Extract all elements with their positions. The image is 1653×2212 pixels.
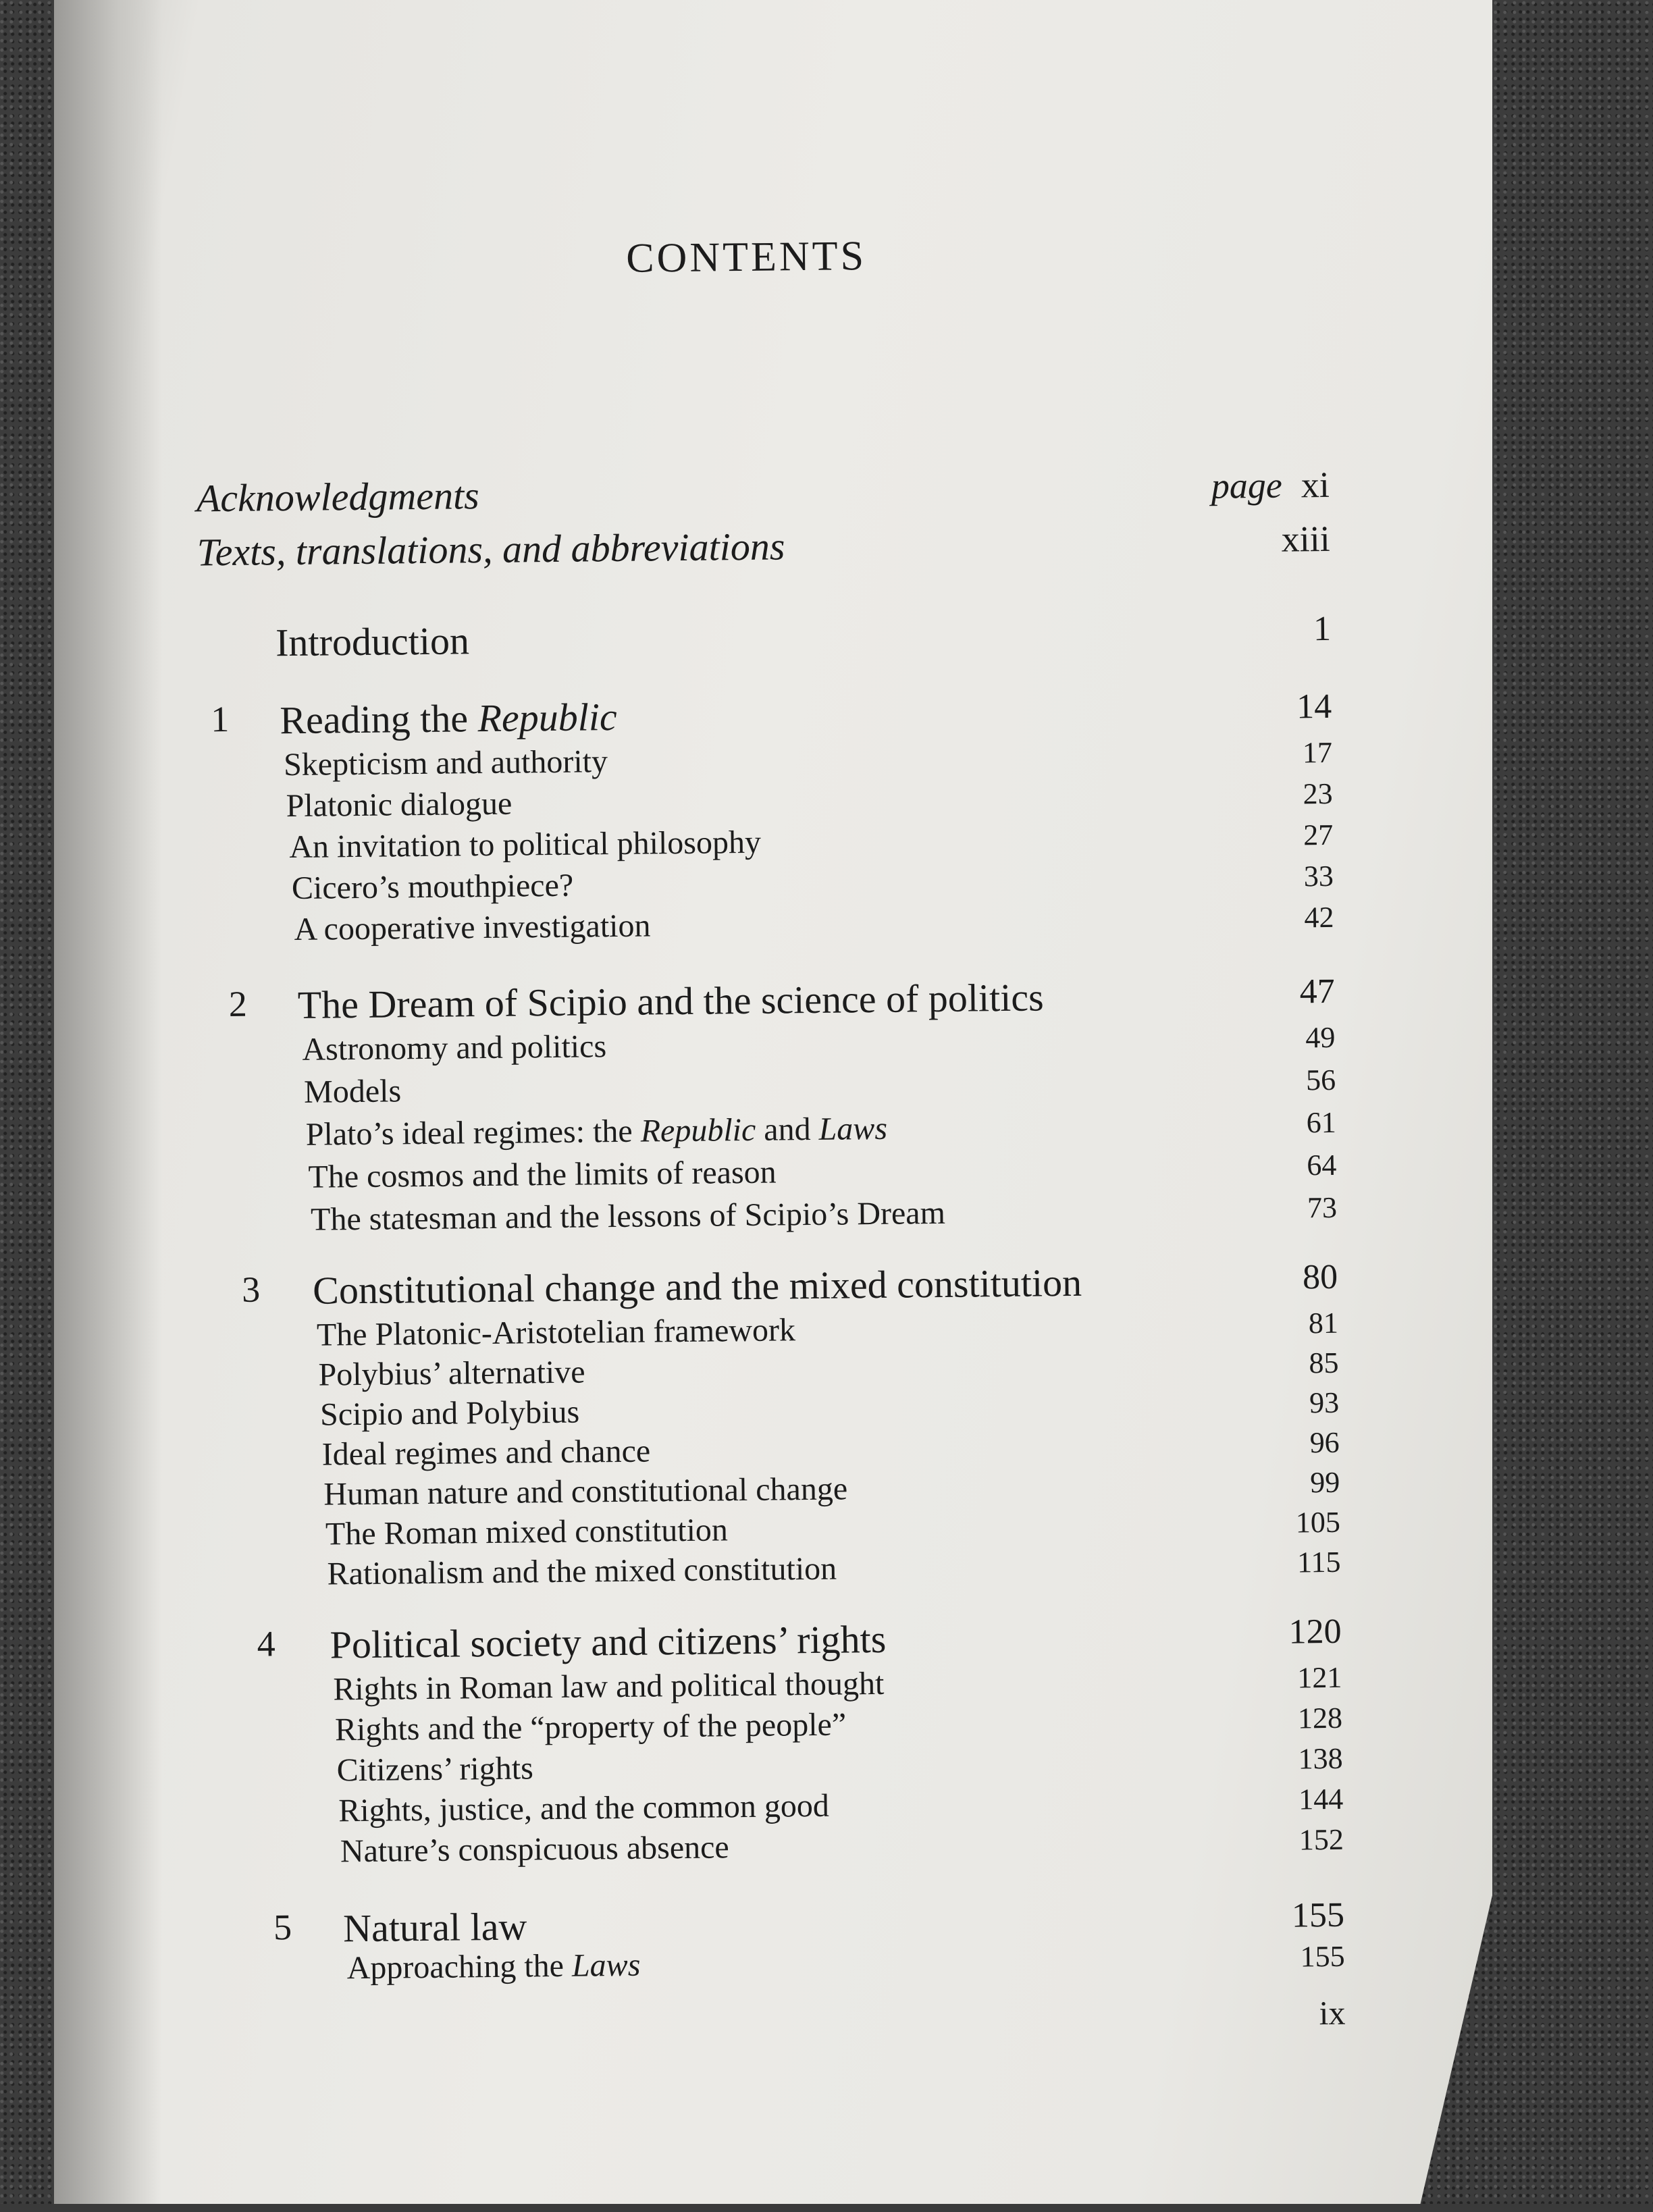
section-text: Approaching the xyxy=(346,1947,573,1986)
toc-page-prefix: page xyxy=(1211,465,1283,506)
toc-page-number: 14 xyxy=(1296,687,1332,727)
toc-page-number: 155 xyxy=(1291,1895,1345,1935)
toc-page-number: 42 xyxy=(1304,900,1334,934)
toc-page-number: 121 xyxy=(1297,1660,1342,1695)
section-text: and xyxy=(755,1111,819,1148)
toc-section-label: Cicero’s mouthpiece? xyxy=(291,867,574,907)
toc-page-number: 105 xyxy=(1295,1505,1341,1539)
toc-page-number: 93 xyxy=(1309,1386,1340,1420)
page-folio-row xyxy=(9,1990,1653,2055)
toc-section-label: Rationalism and the mixed constitution xyxy=(327,1550,837,1592)
toc-page-number: 33 xyxy=(1303,859,1334,893)
toc-section-label: Scipio and Polybius xyxy=(319,1394,580,1433)
chapter-number: 2 xyxy=(228,983,248,1025)
toc-section-label xyxy=(306,1110,888,1153)
toc-chapter-title: Introduction xyxy=(275,618,470,665)
toc-page-number: 155 xyxy=(1300,1939,1345,1974)
toc-page-number: 96 xyxy=(1309,1425,1340,1460)
chapter-number: 5 xyxy=(273,1907,292,1948)
toc-front-entry xyxy=(0,460,1647,525)
toc-page-number: 138 xyxy=(1298,1741,1343,1776)
section-text: Plato’s ideal regimes: the xyxy=(305,1113,641,1153)
toc-section-label: Models xyxy=(303,1073,402,1110)
toc-chapter-title xyxy=(280,694,617,743)
section-italic: Republic xyxy=(640,1111,756,1149)
toc-section-label: The cosmos and the limits of reason xyxy=(308,1154,777,1195)
chapter-number: 3 xyxy=(241,1269,261,1310)
toc-front-entry xyxy=(0,515,1648,579)
chapter-title-text: Reading the xyxy=(280,696,478,743)
page-folio: ix xyxy=(1319,1993,1346,2032)
toc-page-number: 49 xyxy=(1305,1020,1336,1055)
toc-page-number: 73 xyxy=(1307,1190,1338,1225)
toc-section-label: Skepticism and authority xyxy=(283,743,608,783)
toc-page-number: 144 xyxy=(1298,1782,1344,1816)
toc-section-label: The Platonic-Aristotelian framework xyxy=(316,1312,796,1353)
chapter-number: 1 xyxy=(211,698,230,740)
toc-page-number: 17 xyxy=(1302,735,1333,770)
toc-page-number: 56 xyxy=(1305,1063,1336,1097)
toc-section-label: An invitation to political philosophy xyxy=(289,824,762,866)
toc-page-number: 23 xyxy=(1303,776,1333,811)
toc-chapter-title: The Dream of Scipio and the science of politics xyxy=(297,975,1044,1027)
toc-section-label: Rights, justice, and the common good xyxy=(338,1787,830,1829)
toc-section-label: Astronomy and politics xyxy=(302,1028,607,1068)
toc-chapter-title: Constitutional change and the mixed constitution xyxy=(312,1260,1082,1313)
toc-introduction xyxy=(0,606,1648,670)
toc-page-number: 64 xyxy=(1307,1148,1337,1182)
toc-section-label: Rights and the “property of the people” xyxy=(334,1706,847,1748)
toc-page-number: 81 xyxy=(1308,1306,1339,1340)
toc-page-number: 47 xyxy=(1299,972,1335,1011)
toc-section-label: Human nature and constitutional change xyxy=(323,1471,848,1512)
toc-section-label: The Roman mixed constitution xyxy=(325,1512,729,1552)
section-italic: Laws xyxy=(571,1947,641,1984)
toc-section-label: The statesman and the lessons of Scipio’s Dream xyxy=(310,1194,946,1238)
toc-section-label: Nature’s conspicuous absence xyxy=(340,1829,729,1870)
toc-section-label xyxy=(346,1947,640,1987)
toc-section-label: Polybius’ alternative xyxy=(318,1354,585,1393)
toc-front-label: Acknowledgments xyxy=(196,473,480,521)
toc-page-number: 85 xyxy=(1309,1346,1339,1380)
toc-page-number: 80 xyxy=(1302,1257,1338,1297)
toc-chapter-title: Natural law xyxy=(342,1904,527,1951)
toc-section-label: Rights in Roman law and political thought xyxy=(333,1665,885,1708)
toc-page-number: xiii xyxy=(1281,518,1330,560)
section-italic: Laws xyxy=(818,1110,888,1147)
toc-page-number: 128 xyxy=(1297,1701,1343,1735)
toc-section-label: A cooperative investigation xyxy=(294,907,651,947)
toc-section-label: Citizens’ rights xyxy=(336,1750,534,1789)
toc-section-label: Platonic dialogue xyxy=(286,785,513,824)
toc-section-label: Ideal regimes and chance xyxy=(321,1433,651,1473)
chapter-number: 4 xyxy=(257,1623,276,1664)
toc-page-number: 1 xyxy=(1313,609,1332,649)
toc-page-number: 152 xyxy=(1298,1822,1344,1857)
toc-page-number: 61 xyxy=(1306,1105,1336,1140)
toc-page-number: 99 xyxy=(1310,1465,1340,1500)
toc-front-label: Texts, translations, and abbreviations xyxy=(196,524,785,575)
chapter-title-italic: Republic xyxy=(477,694,617,741)
toc-page-number: 115 xyxy=(1296,1545,1341,1579)
toc-page-number: xi xyxy=(1301,464,1330,506)
toc-page-number: 120 xyxy=(1288,1612,1342,1652)
toc-chapter-title: Political society and citizens’ rights xyxy=(330,1616,887,1667)
toc-page-number: 27 xyxy=(1303,818,1334,852)
page-title: CONTENTS xyxy=(625,233,867,282)
